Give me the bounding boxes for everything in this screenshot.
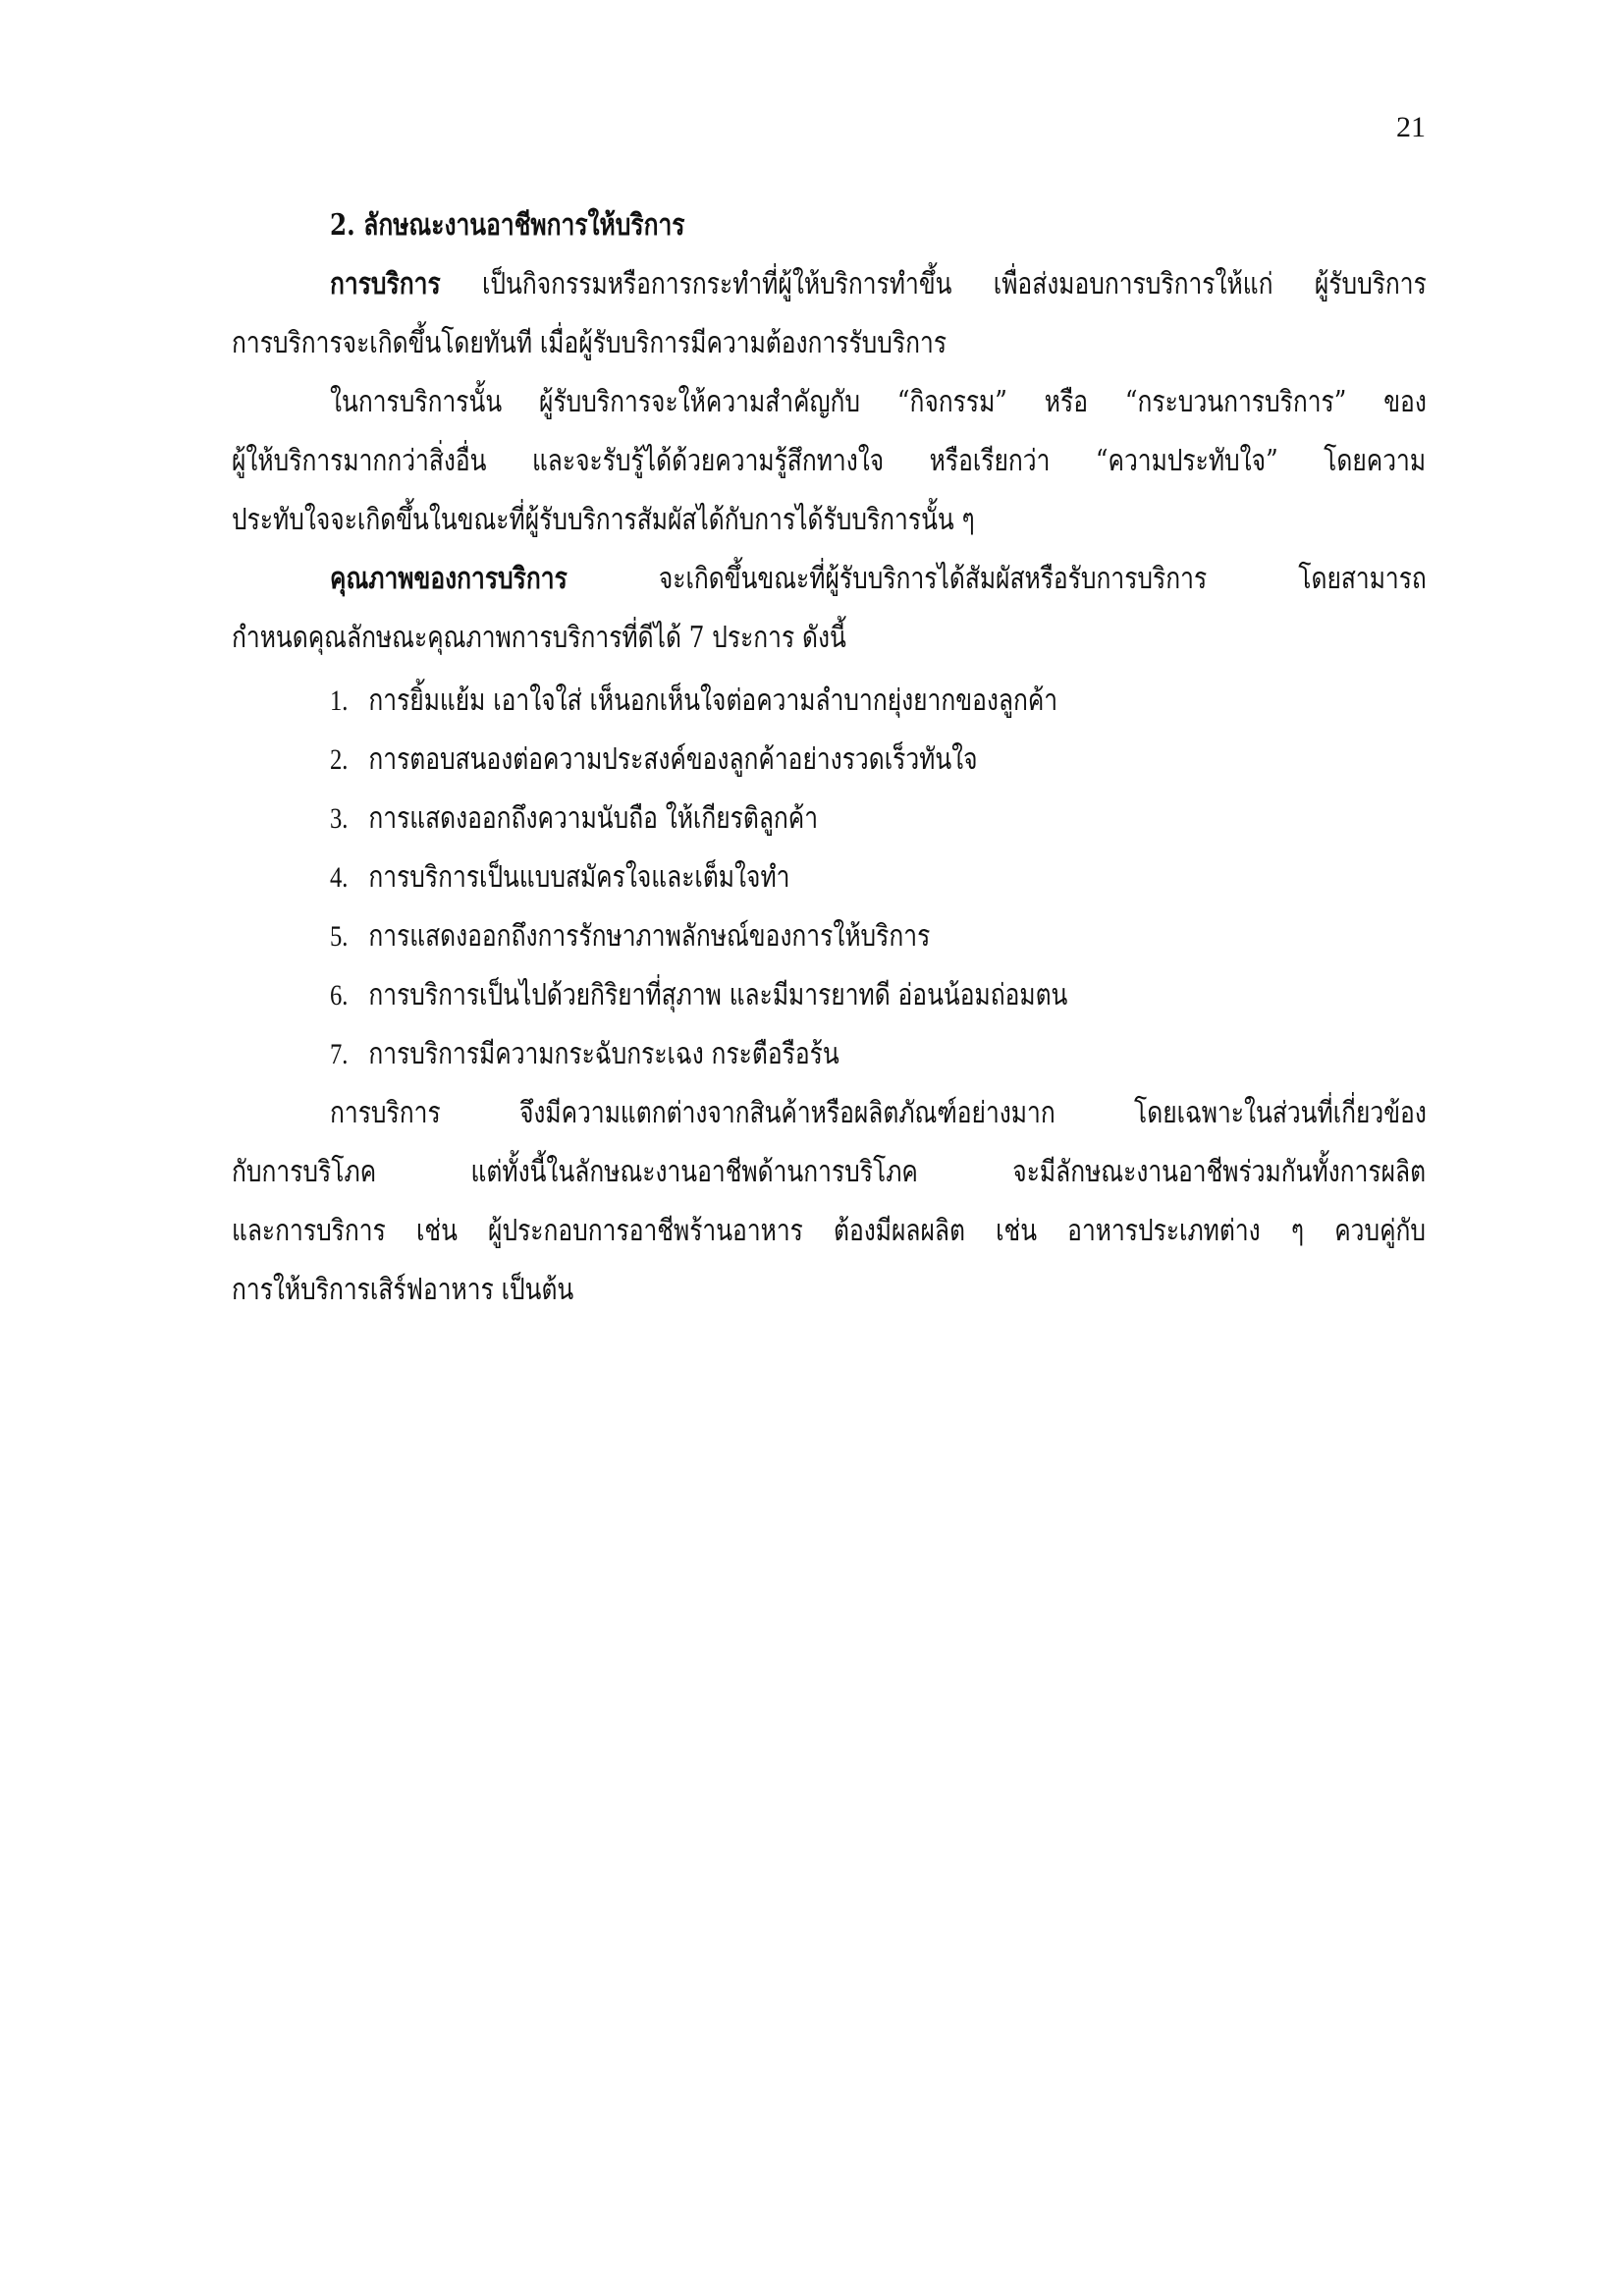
- list-text: การบริการเป็นไปด้วยกิริยาที่สุภาพ และมีมารยาทดี อ่อนน้อมถ่อมตน: [368, 978, 1068, 1012]
- list-text: การแสดงออกถึงความนับถือ ให้เกียรติลูกค้า: [368, 801, 819, 836]
- list-item-4: [330, 856, 789, 900]
- list-text: การบริการเป็นแบบสมัครใจและเต็มใจทำ: [368, 860, 790, 895]
- list-text: การยิ้มแย้ม เอาใจใส่ เห็นอกเห็นใจต่อความลำบากยุ่งยากของลูกค้า: [368, 683, 1058, 718]
- list-number: 3.: [330, 802, 349, 835]
- list-number: 4.: [330, 861, 349, 894]
- paragraph-1-line-2: การบริการจะเกิดขึ้นโดยทันที เมื่อผู้รับบริการมีความต้องการรับบริการ: [232, 326, 947, 360]
- list-item-3: [330, 797, 818, 841]
- paragraph-1-line-1: [330, 263, 1427, 306]
- list-item-6: [330, 974, 1067, 1017]
- paragraph-3-line-1: [330, 558, 1427, 601]
- paragraph-2-line-3: ประทับใจจะเกิดขึ้นในขณะที่ผู้รับบริการสัมผัสได้กับการได้รับบริการนั้น ๆ: [232, 503, 975, 537]
- paragraph-1-text: เป็นกิจกรรมหรือการกระทำที่ผู้ให้บริการทำขึ้น เพื่อส่งมอบการบริการให้แก่ ผู้รับบริการ: [440, 267, 1427, 301]
- term-service-quality: คุณภาพของการบริการ: [330, 562, 568, 596]
- section-heading: 2. ลักษณะงานอาชีพการให้บริการ: [330, 208, 685, 243]
- paragraph-3-text: จะเกิดขึ้นขณะที่ผู้รับบริการได้สัมผัสหรือรับการบริการ โดยสามารถ: [567, 562, 1427, 596]
- closing-line-2: กับการบริโภค แต่ทั้งนี้ในลักษณะงานอาชีพด้านการบริโภค จะมีลักษณะงานอาชีพร่วมกันทั้งการผลิต: [232, 1155, 1427, 1189]
- paragraph-2-line-1: ในการบริการนั้น ผู้รับบริการจะให้ความสำคัญกับ “กิจกรรม” หรือ “กระบวนการบริการ” ของ: [330, 385, 1427, 419]
- closing-line-4: การให้บริการเสิร์ฟอาหาร เป็นต้น: [232, 1273, 574, 1307]
- list-number: 2.: [330, 743, 349, 776]
- list-item-1: [330, 680, 1057, 723]
- list-number: 7.: [330, 1038, 349, 1070]
- closing-line-3: และการบริการ เช่น ผู้ประกอบการอาชีพร้านอาหาร ต้องมีผลผลิต เช่น อาหารประเภทต่าง ๆ ควบคู่กับ: [232, 1214, 1427, 1248]
- page-number: 21: [1396, 111, 1426, 143]
- paragraph-2-line-2: ผู้ให้บริการมากกว่าสิ่งอื่น และจะรับรู้ได้ด้วยความรู้สึกทางใจ หรือเรียกว่า “ความประทับใจ” โดยความ: [232, 444, 1427, 478]
- list-item-2: [330, 738, 978, 782]
- list-number: 1.: [330, 684, 349, 717]
- term-service: การบริการ: [330, 267, 441, 301]
- list-item-5: [330, 915, 930, 958]
- list-number: 5.: [330, 920, 349, 953]
- list-text: การแสดงออกถึงการรักษาภาพลักษณ์ของการให้บริการ: [368, 919, 931, 954]
- paragraph-3-line-2: กำหนดคุณลักษณะคุณภาพการบริการที่ดีได้ 7 ประการ ดังนี้: [232, 621, 846, 655]
- list-item-7: [330, 1033, 839, 1076]
- closing-line-1: การบริการ จึงมีความแตกต่างจากสินค้าหรือผลิตภัณฑ์อย่างมาก โดยเฉพาะในส่วนที่เกี่ยวข้อง: [330, 1096, 1427, 1130]
- list-number: 6.: [330, 979, 349, 1011]
- list-text: การตอบสนองต่อความประสงค์ของลูกค้าอย่างรวดเร็วทันใจ: [368, 742, 978, 777]
- list-text: การบริการมีความกระฉับกระเฉง กระตือรือร้น: [368, 1037, 839, 1071]
